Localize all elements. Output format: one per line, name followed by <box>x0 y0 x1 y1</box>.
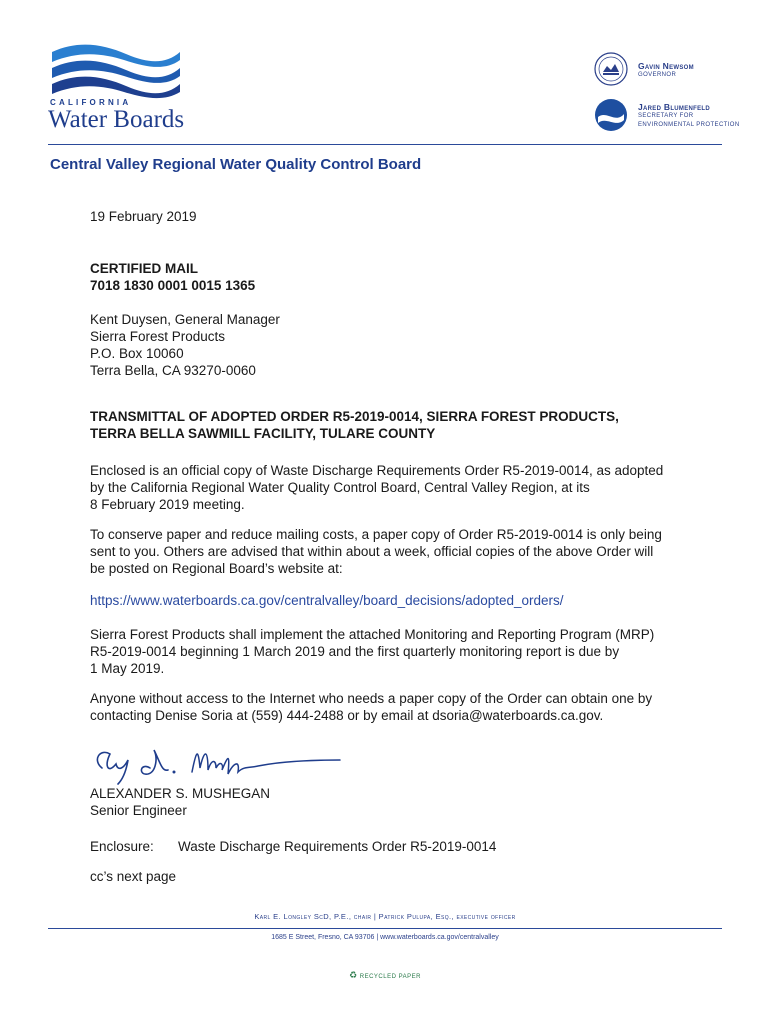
footer-address: 1685 E Street, Fresno, CA 93706 | www.waterboards.ca.gov/centralvalley <box>271 934 499 941</box>
footer-officers: Karl E. Longley ScD, P.E., chair | Patrick Pulupa, Esq., executive officer <box>254 912 516 921</box>
secretary-title-line-2: ENVIRONMENTAL PROTECTION <box>638 122 740 128</box>
adopted-orders-link[interactable]: https://www.waterboards.ca.gov/centralvalley/board_decisions/adopted_orders/ <box>90 593 564 608</box>
paragraph-line: Sierra Forest Products shall implement the attached Monitoring and Reporting Program (MRP) <box>90 627 655 642</box>
recipient-address <box>90 311 280 379</box>
recycled-paper-note <box>0 970 770 981</box>
header-divider <box>48 144 722 145</box>
certified-mail-label: CERTIFIED MAIL <box>90 261 198 276</box>
recipient-line: Terra Bella, CA 93270-0060 <box>90 363 256 378</box>
subject-line <box>90 408 619 442</box>
recycled-paper-label: RECYCLED PAPER <box>359 974 421 980</box>
footer-divider <box>48 928 722 929</box>
paragraph-line: R5-2019-0014 beginning 1 March 2019 and the first quarterly monitoring report is due by <box>90 644 620 659</box>
paragraph-line: be posted on Regional Board’s website at: <box>90 561 343 576</box>
paragraph-line: 1 May 2019. <box>90 661 165 676</box>
handwritten-signature <box>88 738 348 788</box>
logo-state-label: CALIFORNIA <box>50 98 132 107</box>
recipient-line: P.O. Box 10060 <box>90 346 184 361</box>
secretary-title-line-1: SECRETARY FOR <box>638 113 694 119</box>
recipient-line: Kent Duysen, General Manager <box>90 312 280 327</box>
paragraph-conserve <box>90 526 662 577</box>
paragraph-line: To conserve paper and reduce mailing costs, a paper copy of Order R5-2019-0014 is only being <box>90 527 662 542</box>
certified-mail-block <box>90 260 255 294</box>
cc-note: cc’s next page <box>90 869 177 884</box>
paragraph-line: Enclosed is an official copy of Waste Discharge Requirements Order R5-2019-0014, as adopted <box>90 463 664 478</box>
signature-block <box>90 785 270 819</box>
paragraph-mrp <box>90 626 654 677</box>
governor-block <box>638 62 694 80</box>
enclosure-text: Waste Discharge Requirements Order R5-2019-0014 <box>178 839 497 854</box>
paragraph-contact <box>90 690 652 724</box>
board-name: Central Valley Regional Water Quality Control Board <box>50 156 422 173</box>
state-seal-icon <box>594 52 628 86</box>
paragraph-line: sent to you. Others are advised that within about a week, official copies of the above Order will <box>90 544 654 559</box>
subject-line-1: TRANSMITTAL OF ADOPTED ORDER R5-2019-0014, SIERRA FOREST PRODUCTS, <box>90 409 619 424</box>
secretary-name: Jared Blumenfeld <box>638 102 711 112</box>
signer-title: Senior Engineer <box>90 803 187 818</box>
calepa-logo-icon <box>594 98 628 132</box>
paragraph-enclosed <box>90 462 663 513</box>
letter-date: 19 February 2019 <box>90 209 197 224</box>
recycle-icon: ♻ <box>349 970 358 980</box>
recipient-line: Sierra Forest Products <box>90 329 226 344</box>
signer-name: ALEXANDER S. MUSHEGAN <box>90 786 271 801</box>
certified-mail-number: 7018 1830 0001 0015 1365 <box>90 278 256 293</box>
water-boards-logo-icon <box>48 40 183 100</box>
paragraph-line: 8 February 2019 meeting. <box>90 497 245 512</box>
secretary-block <box>638 103 740 130</box>
paragraph-line: contacting Denise Soria at (559) 444-2488 or by email at dsoria@waterboards.ca.gov. <box>90 708 604 723</box>
logo-name: Water Boards <box>48 106 185 133</box>
governor-name: Gavin Newsom <box>638 61 694 71</box>
paragraph-line: by the California Regional Water Quality Control Board, Central Valley Region, at its <box>90 480 590 495</box>
governor-title: GOVERNOR <box>638 72 677 78</box>
enclosure-label: Enclosure: <box>90 839 154 854</box>
paragraph-line: Anyone without access to the Internet who needs a paper copy of the Order can obtain one by <box>90 691 653 706</box>
subject-line-2: TERRA BELLA SAWMILL FACILITY, TULARE COUNTY <box>90 426 436 441</box>
enclosure-line <box>90 838 496 855</box>
